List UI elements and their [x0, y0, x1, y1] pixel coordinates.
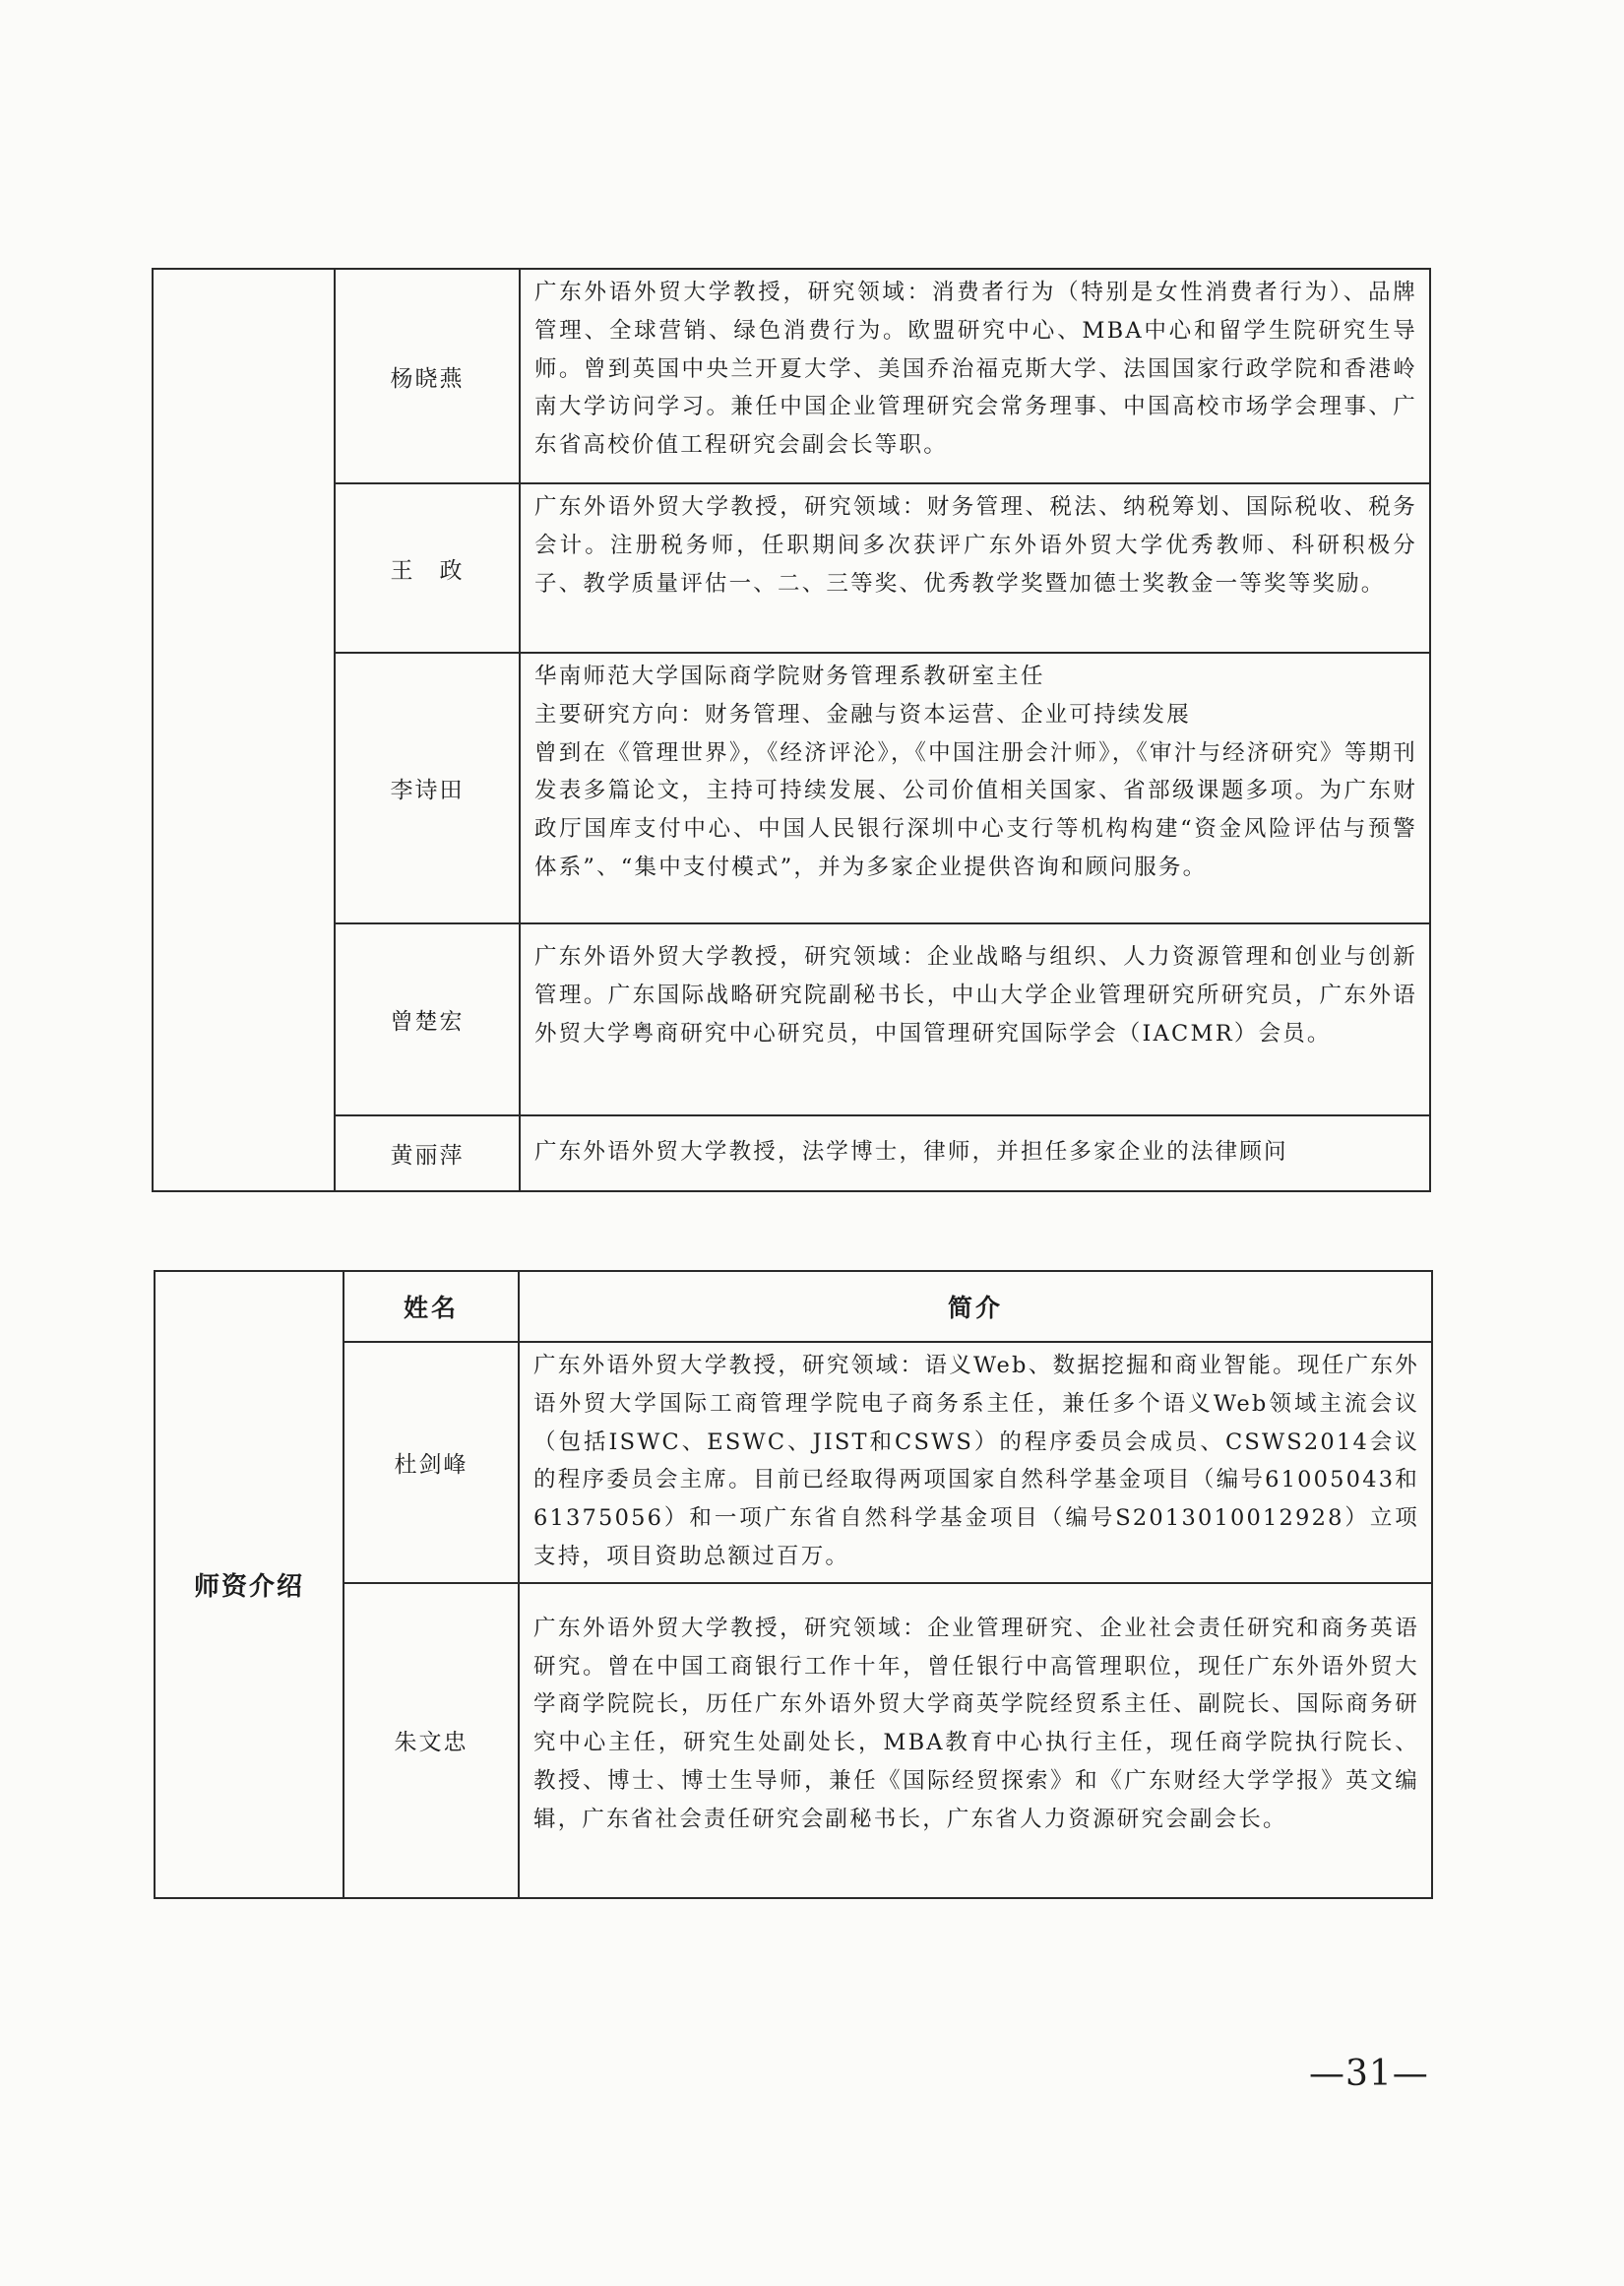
faculty-name: 曾楚宏 [335, 923, 520, 1115]
section-label-cell-empty [153, 269, 335, 1191]
faculty-name: 朱文忠 [344, 1583, 519, 1898]
faculty-name: 杜剑峰 [344, 1342, 519, 1583]
table-row [153, 1115, 1430, 1191]
faculty-bio: 广东外语外贸大学教授，研究领域：语义Web、数据挖掘和商业智能。现任广东外语外贸大学国际工商管理学院电子商务系主任，兼任多个语义Web领域主流会议（包括ISWC、ESWC、JIST和CSWS）的程序委员会成员、CSWS2014会议的程序委员会主席。目前已经取得两项国家自然科学基金项目（编号61005043和61375056）和一项广东省自然科学基金项目（编号S2013010012928）立项支持，项目资助总额过百万。 [519, 1342, 1432, 1583]
table-row [153, 653, 1430, 923]
table-row [153, 923, 1430, 1115]
column-header-name: 姓名 [344, 1271, 519, 1342]
faculty-bio: 广东外语外贸大学教授，法学博士，律师，并担任多家企业的法律顾问 [520, 1115, 1430, 1191]
faculty-bio: 广东外语外贸大学教授，研究领域：财务管理、税法、纳税筹划、国际税收、税务会计。注册税务师，任职期间多次获评广东外语外贸大学优秀教师、科研积极分子、教学质量评估一、二、三等奖、优秀教学奖暨加德士奖教金一等奖等奖励。 [520, 483, 1430, 653]
section-label: 师资介绍 [155, 1271, 344, 1898]
faculty-name: 王 政 [335, 483, 520, 653]
faculty-table-continued [152, 268, 1431, 1192]
table-header-row [155, 1271, 1432, 1342]
faculty-bio [520, 653, 1430, 923]
faculty-bio: 广东外语外贸大学教授，研究领域：企业管理研究、企业社会责任研究和商务英语研究。曾在中国工商银行工作十年，曾任银行中高管理职位，现任广东外语外贸大学商学院院长，历任广东外语外贸大学商英学院经贸系主任、副院长、国际商务研究中心主任，研究生处副处长，MBA教育中心执行主任，现任商学院执行院长、教授、博士、博士生导师，兼任《国际经贸探索》和《广东财经大学学报》英文编辑，广东省社会责任研究会副秘书长，广东省人力资源研究会副会长。 [519, 1583, 1432, 1898]
table-row [155, 1342, 1432, 1583]
faculty-table [154, 1270, 1433, 1899]
bio-line: 主要研究方向：财务管理、金融与资本运营、企业可持续发展 [534, 701, 1191, 728]
faculty-name: 李诗田 [335, 653, 520, 923]
bio-line: 曾到在《管理世界》，《经济评沦》，《中国注册会汁师》，《审汁与经济研究》等期刊发表多篇论文，主持可持续发展、公司价值相关国家、省部级课题多项。为广东财政厅国库支付中心、中国人民银行深圳中心支行等机构构建“资金风险评估与预警体系”、“集中支付模式”，并为多家企业提供咨询和顾问服务。 [534, 739, 1417, 880]
faculty-bio: 广东外语外贸大学教授，研究领域：企业战略与组织、人力资源管理和创业与创新管理。广东国际战略研究院副秘书长，中山大学企业管理研究所研究员，广东外语外贸大学粤商研究中心研究员，中国管理研究国际学会（IACMR）会员。 [520, 923, 1430, 1115]
bio-line: 华南师范大学国际商学院财务管理系教研室主任 [534, 664, 1045, 689]
column-header-bio: 简介 [519, 1271, 1432, 1342]
faculty-name: 杨晓燕 [335, 269, 520, 483]
table-row [153, 483, 1430, 653]
table-row [155, 1583, 1432, 1898]
faculty-name: 黄丽萍 [335, 1115, 520, 1191]
page-number: —31— [1309, 2054, 1429, 2094]
table-row [153, 269, 1430, 483]
faculty-bio: 广东外语外贸大学教授，研究领域：消费者行为（特别是女性消费者行为）、品牌管理、全球营销、绿色消费行为。欧盟研究中心、MBA中心和留学生院研究生导师。曾到英国中央兰开夏大学、美国乔治福克斯大学、法国国家行政学院和香港岭南大学访问学习。兼任中国企业管理研究会常务理事、中国高校市场学会理事、广东省高校价值工程研究会副会长等职。 [520, 269, 1430, 483]
